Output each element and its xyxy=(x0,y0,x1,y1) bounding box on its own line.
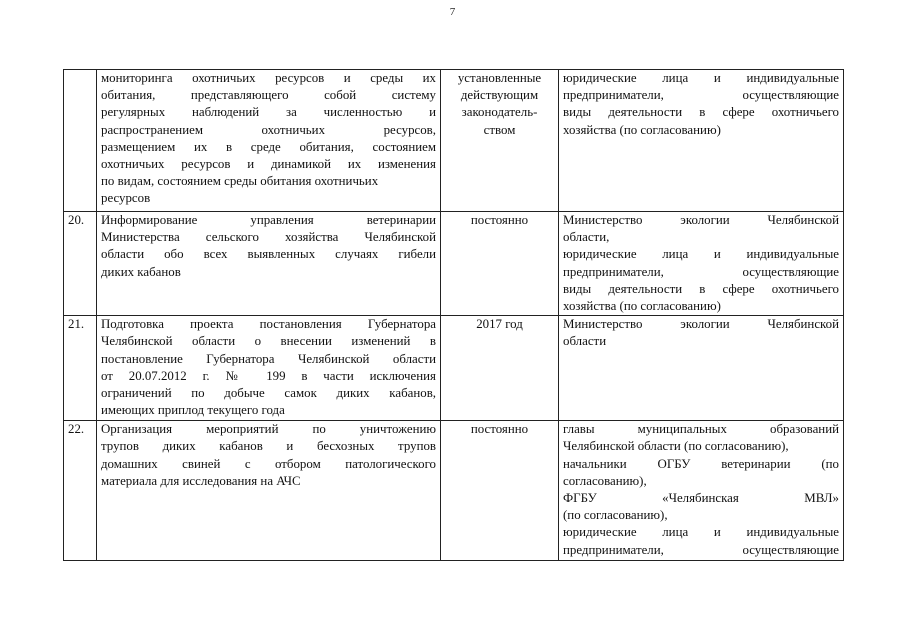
action-text-line: диких кабанов xyxy=(101,264,181,279)
responsible-text-line: Министерство экологии Челябинской xyxy=(563,213,839,227)
action-text-line: домашних свиней с отбором патологического xyxy=(101,456,436,471)
action-text-line: от 20.07.2012 г. № 199 в части исключения xyxy=(101,368,436,383)
action-text-line: по видам, состоянием среды обитания охотничьих xyxy=(101,174,379,189)
action-text-line: регулярных наблюдений за численностью и xyxy=(101,105,436,120)
action-text-line: размещением их в среде обитания, состоянием xyxy=(101,139,436,154)
action-text-line: охотничьих ресурсов и динамикой их изменения xyxy=(101,157,436,172)
table-row xyxy=(64,421,844,561)
term-cell xyxy=(441,421,559,561)
responsible-text-line: ФГБУ «Челябинская МВЛ» xyxy=(563,491,839,506)
action-text-line: Организация мероприятий по уничтожению xyxy=(101,422,436,437)
responsible-text-line: предприниматели, осуществляющие xyxy=(563,264,839,279)
action-text-line: распространением охотничьих ресурсов, xyxy=(101,122,436,137)
responsible-cell xyxy=(559,212,844,316)
action-cell xyxy=(97,316,441,421)
table-row xyxy=(64,212,844,316)
action-text-line: Подготовка проекта постановления Губернатора xyxy=(101,317,436,332)
action-text-line: Министерства сельского хозяйства Челябинской xyxy=(101,230,436,245)
responsible-text-line: виды деятельности в сфере охотничьего xyxy=(563,281,839,296)
term-text-line: установленные xyxy=(457,71,542,85)
row-number: 22. xyxy=(64,421,97,561)
responsible-text-line: области, xyxy=(563,230,610,245)
action-text-line: обитания, представляющего собой систему xyxy=(101,88,436,103)
action-text-line: ресурсов xyxy=(101,191,151,206)
action-cell xyxy=(97,212,441,316)
action-text-line: имеющих приплод текущего года xyxy=(101,403,285,418)
term-text-line: 2017 год xyxy=(476,317,523,332)
term-cell xyxy=(441,212,559,316)
action-text-line: Челябинской области о внесении изменений в xyxy=(101,334,436,349)
responsible-cell xyxy=(559,70,844,212)
responsible-text-line: начальники ОГБУ ветеринарии (по xyxy=(563,456,839,471)
table-row xyxy=(64,316,844,421)
responsible-text-line: виды деятельности в сфере охотничьего xyxy=(563,105,839,120)
responsible-text-line: (по согласованию), xyxy=(563,508,668,523)
responsible-text-line: Челябинской области (по согласованию), xyxy=(563,439,789,454)
responsible-text-line: юридические лица и индивидуальные xyxy=(563,247,839,262)
term-text-line: законодатель- xyxy=(461,105,538,120)
responsible-text-line: Министерство экологии Челябинской xyxy=(563,317,839,332)
responsible-text-line: предприниматели, осуществляющие xyxy=(563,88,839,103)
responsible-text-line: главы муниципальных образований xyxy=(563,422,839,437)
page-number: 7 xyxy=(449,6,456,18)
action-cell xyxy=(97,70,441,212)
term-text-line: постоянно xyxy=(470,213,529,227)
responsible-text-line: области xyxy=(563,334,607,349)
responsible-text-line: хозяйства (по согласованию) xyxy=(563,299,721,314)
table-row xyxy=(64,70,844,212)
responsible-cell xyxy=(559,421,844,561)
action-text-line: трупов диких кабанов и бесхозных трупов xyxy=(101,439,436,454)
row-number: 21. xyxy=(64,316,97,421)
action-plan-table xyxy=(63,69,844,561)
term-text-line: ством xyxy=(483,122,516,137)
action-cell xyxy=(97,421,441,561)
action-text-line: области обо всех выявленных случаях гибели xyxy=(101,247,436,262)
responsible-text-line: юридические лица и индивидуальные xyxy=(563,71,839,85)
responsible-text-line: предприниматели, осуществляющие xyxy=(563,542,839,557)
responsible-cell xyxy=(559,316,844,421)
responsible-text-line: хозяйства (по согласованию) xyxy=(563,122,721,137)
term-text-line: действующим xyxy=(460,88,539,103)
action-text-line: мониторинга охотничьих ресурсов и среды их xyxy=(101,71,436,85)
term-text-line: постоянно xyxy=(470,422,529,437)
action-text-line: постановление Губернатора Челябинской области xyxy=(101,351,436,366)
row-number: 20. xyxy=(64,212,97,316)
term-cell xyxy=(441,70,559,212)
row-number xyxy=(64,70,97,212)
term-cell xyxy=(441,316,559,421)
responsible-text-line: согласованию), xyxy=(563,473,647,488)
responsible-text-line: юридические лица и индивидуальные xyxy=(563,525,839,540)
action-text-line: ограничений по добыче самок диких кабанов, xyxy=(101,386,436,401)
action-text-line: Информирование управления ветеринарии xyxy=(101,213,436,227)
action-text-line: материала для исследования на АЧС xyxy=(101,473,301,488)
